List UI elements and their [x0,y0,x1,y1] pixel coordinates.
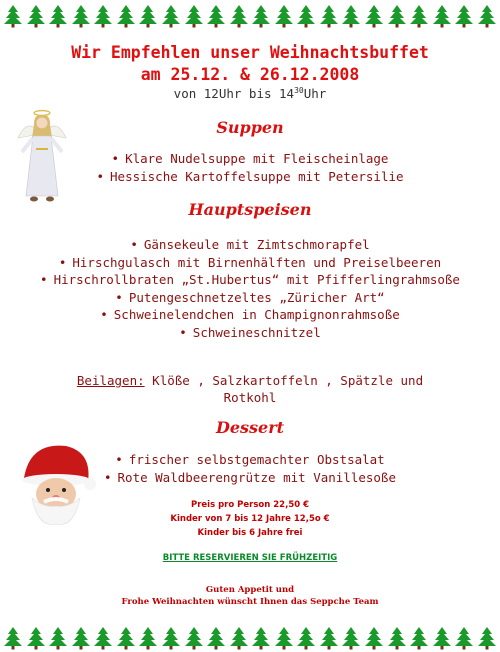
christmas-tree-icon [340,4,362,28]
hauptspeisen-item: • Putengeschnetzeltes „Züricher Art“ [40,289,460,307]
christmas-tree-icon [205,626,227,650]
christmas-tree-icon [2,626,24,650]
christmas-tree-icon [453,4,475,28]
dessert-item: • Rote Waldbeerengrütze mit Vanillesoße [40,469,460,487]
christmas-tree-icon [115,4,137,28]
suppen-list [40,150,460,185]
christmas-tree-icon [250,626,272,650]
dessert-item: • frischer selbstgemachter Obstsalat [40,451,460,469]
christmas-tree-icon [137,4,159,28]
christmas-tree-icon [476,4,498,28]
christmas-tree-icon [183,626,205,650]
hauptspeisen-item: • Schweineschnitzel [40,324,460,342]
dessert-list [40,451,460,486]
christmas-tree-icon [2,4,24,28]
christmas-tree-icon [25,4,47,28]
christmas-tree-icon [250,4,272,28]
headline: Wir Empfehlen unser Weihnachtsbuffet [71,43,429,62]
dessert-heading: Dessert [215,418,285,437]
price-adult: Preis pro Person 22,50 € [190,500,310,510]
christmas-tree-icon [386,626,408,650]
top-tree-border [0,2,500,28]
christmas-tree-icon [386,4,408,28]
christmas-tree-icon [205,4,227,28]
christmas-tree-icon [137,626,159,650]
hauptspeisen-list [40,236,460,341]
christmas-tree-icon [273,4,295,28]
christmas-tree-icon [273,626,295,650]
christmas-tree-icon [295,626,317,650]
price-small-children: Kinder bis 6 Jahre frei [197,528,303,538]
christmas-tree-icon [183,4,205,28]
christmas-tree-icon [408,4,430,28]
christmas-tree-icon [408,626,430,650]
bottom-tree-border [0,624,500,650]
christmas-tree-icon [47,626,69,650]
christmas-tree-icon [363,4,385,28]
christmas-tree-icon [363,626,385,650]
reservation-note: BITTE RESERVIEREN SIE FRÜHZEITIG [162,553,338,563]
christmas-tree-icon [160,626,182,650]
opening-hours: von 12Uhr bis $14^{30}Uhr$ [173,86,327,101]
santa-image [10,438,100,526]
suppen-heading: Suppen [216,118,284,137]
christmas-tree-icon [92,4,114,28]
hauptspeisen-heading: Hauptspeisen [188,200,312,219]
suppen-item: • Hessische Kartoffelsuppe mit Petersilie [40,168,460,186]
christmas-tree-icon [318,4,340,28]
headline-dates: am 25.12. & 26.12.2008 [140,65,360,84]
christmas-tree-icon [340,626,362,650]
christmas-tree-icon [160,4,182,28]
hauptspeisen-item: • Schweinelendchen in Champignonrahmsoße [40,306,460,324]
christmas-tree-icon [47,4,69,28]
christmas-tree-icon [476,626,498,650]
price-children: Kinder von 7 bis 12 Jahre 12,5o € [170,514,330,524]
christmas-tree-icon [431,4,453,28]
closing-line2: Frohe Weihnachten wünscht Ihnen das Seppche Team [121,597,379,607]
christmas-tree-icon [228,4,250,28]
christmas-tree-icon [295,4,317,28]
christmas-tree-icon [70,4,92,28]
christmas-tree-icon [70,626,92,650]
hauptspeisen-item: • Gänsekeule mit Zimtschmorapfel [40,236,460,254]
beilagen-text: Beilagen: Klöße , Salzkartoffeln , Spätzle und Rotkohl [76,373,424,405]
closing-line1: Guten Appetit und [205,585,295,595]
christmas-tree-icon [228,626,250,650]
christmas-tree-icon [318,626,340,650]
suppen-item: • Klare Nudelsuppe mit Fleischeinlage [40,150,460,168]
christmas-tree-icon [453,626,475,650]
hauptspeisen-item: • Hirschrollbraten „St.Hubertus“ mit Pfifferlingrahmsoße [40,271,460,289]
christmas-tree-icon [92,626,114,650]
hauptspeisen-item: • Hirschgulasch mit Birnenhälften und Preiselbeeren [40,254,460,272]
christmas-tree-icon [25,626,47,650]
christmas-tree-icon [431,626,453,650]
christmas-tree-icon [115,626,137,650]
